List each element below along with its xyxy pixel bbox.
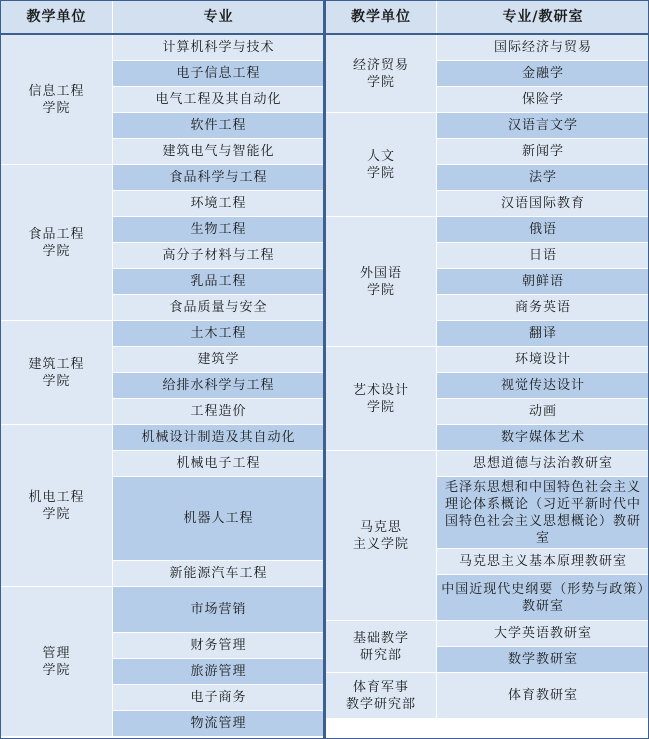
right-major-cell	[437, 647, 649, 673]
left-major-label: 食品科学与工程	[169, 170, 268, 185]
header-rule	[0, 33, 649, 35]
left-major-label: 建筑学	[197, 352, 240, 367]
left-major-label: 给排水科学与工程	[162, 378, 275, 393]
left-major-cell	[113, 477, 325, 561]
right-major-label: 日语	[528, 248, 557, 263]
right-major-cell	[437, 139, 649, 165]
left-major-cell	[113, 373, 325, 399]
right-unit-cell: 基础教学 研究部	[326, 621, 437, 673]
right-major-cell	[437, 621, 649, 647]
table-row	[326, 451, 649, 477]
right-unit-cell: 人文 学院	[326, 113, 437, 217]
right-major-label: 思想道德与法治教研室	[472, 456, 613, 471]
right-unit-cell: 艺术设计 学院	[326, 347, 437, 451]
left-major-header: 专业	[113, 1, 325, 35]
right-major-cell	[437, 217, 649, 243]
right-major-label: 马克思主义基本原理教研室	[458, 554, 627, 569]
left-major-label: 软件工程	[190, 118, 247, 133]
left-major-cell	[113, 269, 325, 295]
table-row	[326, 621, 649, 647]
table-row	[1, 165, 325, 191]
left-major-cell	[113, 87, 325, 113]
left-major-label: 土木工程	[190, 326, 247, 341]
right-major-label: 商务英语	[514, 300, 571, 315]
left-major-label: 食品质量与安全	[169, 300, 268, 315]
right-major-label: 毛泽东思想和中国特色社会主义理论体系概论（习近平新时代中国特色社会主义思想概论）教研室	[444, 479, 641, 546]
left-major-label: 生物工程	[190, 222, 247, 237]
left-major-cell	[113, 659, 325, 685]
right-unit-cell: 体育军事 教学研究部	[326, 673, 437, 719]
right-major-label: 俄语	[528, 222, 557, 237]
right-major-label: 动画	[528, 404, 557, 419]
left-major-label: 电子商务	[190, 690, 247, 705]
right-major-label: 保险学	[521, 92, 564, 107]
left-major-label: 旅游管理	[190, 664, 247, 679]
right-major-label: 中国近现代史纲要（形势与政策）教研室	[441, 581, 645, 614]
left-major-cell	[113, 61, 325, 87]
left-major-label: 高分子材料与工程	[162, 248, 275, 263]
right-major-cell	[437, 347, 649, 373]
center-divider	[323, 0, 326, 739]
left-table	[0, 0, 325, 737]
right-major-label: 新闻学	[521, 144, 564, 159]
right-major-cell	[437, 165, 649, 191]
right-major-label: 体育教研室	[507, 688, 578, 703]
left-major-label: 环境工程	[190, 196, 247, 211]
right-major-cell	[437, 673, 649, 719]
left-major-cell	[113, 561, 325, 587]
left-major-cell	[113, 347, 325, 373]
left-major-label: 财务管理	[190, 638, 247, 653]
right-major-cell	[437, 243, 649, 269]
right-major-label: 翻译	[528, 326, 557, 341]
table-row	[1, 321, 325, 347]
table-row	[326, 673, 649, 719]
right-major-label: 汉语国际教育	[500, 196, 585, 211]
right-major-cell	[437, 373, 649, 399]
right-major-header: 专业/教研室	[437, 1, 649, 35]
left-major-cell	[113, 633, 325, 659]
left-major-label: 机械设计制造及其自动化	[141, 430, 296, 445]
right-major-label: 金融学	[521, 66, 564, 81]
right-major-cell	[437, 451, 649, 477]
right-major-cell	[437, 191, 649, 217]
right-major-cell	[437, 35, 649, 61]
right-major-cell	[437, 61, 649, 87]
left-major-cell	[113, 451, 325, 477]
left-unit-cell: 信息工程 学院	[1, 35, 113, 165]
left-major-cell	[113, 35, 325, 61]
table-row	[326, 217, 649, 243]
left-major-label: 电气工程及其自动化	[155, 92, 282, 107]
left-major-cell	[113, 321, 325, 347]
right-unit-cell: 经济贸易 学院	[326, 35, 437, 113]
left-unit-cell: 建筑工程 学院	[1, 321, 113, 425]
left-major-label: 市场营销	[190, 602, 247, 617]
right-major-cell	[437, 549, 649, 575]
left-major-cell	[113, 139, 325, 165]
right-table	[325, 0, 649, 719]
right-unit-cell: 马克思 主义学院	[326, 451, 437, 621]
left-unit-header: 教学单位	[1, 1, 113, 35]
right-major-cell	[437, 321, 649, 347]
right-major-cell	[437, 575, 649, 621]
right-major-label: 汉语言文学	[507, 118, 578, 133]
left-major-cell	[113, 685, 325, 711]
table-row	[1, 425, 325, 451]
left-major-cell	[113, 587, 325, 633]
right-major-cell	[437, 269, 649, 295]
left-major-cell	[113, 399, 325, 425]
right-major-label: 朝鲜语	[521, 274, 564, 289]
left-major-cell	[113, 113, 325, 139]
table-row	[326, 113, 649, 139]
right-major-cell	[437, 477, 649, 549]
right-unit-header: 教学单位	[326, 1, 437, 35]
right-major-cell	[437, 87, 649, 113]
table-row	[326, 347, 649, 373]
right-major-label: 法学	[528, 170, 557, 185]
right-major-label: 数字媒体艺术	[500, 430, 585, 445]
right-major-label: 国际经济与贸易	[493, 40, 592, 55]
left-unit-cell: 机电工程 学院	[1, 425, 113, 587]
left-major-cell	[113, 425, 325, 451]
left-unit-cell: 管理 学院	[1, 587, 113, 737]
table-row	[1, 587, 325, 633]
left-major-label: 物流管理	[190, 716, 247, 731]
right-major-cell	[437, 425, 649, 451]
table-row	[326, 35, 649, 61]
right-major-label: 环境设计	[514, 352, 571, 367]
left-major-label: 新能源汽车工程	[169, 566, 268, 581]
right-major-cell	[437, 113, 649, 139]
left-major-label: 机械电子工程	[176, 456, 261, 471]
right-major-cell	[437, 295, 649, 321]
left-major-label: 乳品工程	[190, 274, 247, 289]
left-unit-cell: 食品工程 学院	[1, 165, 113, 321]
right-major-label: 数学教研室	[507, 652, 578, 667]
left-major-label: 工程造价	[190, 404, 247, 419]
left-major-label: 机器人工程	[183, 511, 254, 526]
left-major-label: 建筑电气与智能化	[162, 144, 275, 159]
left-major-cell	[113, 243, 325, 269]
right-unit-cell: 外国语 学院	[326, 217, 437, 347]
left-major-cell	[113, 295, 325, 321]
right-major-cell	[437, 399, 649, 425]
left-major-cell	[113, 165, 325, 191]
right-major-label: 视觉传达设计	[500, 378, 585, 393]
right-major-label: 大学英语教研室	[493, 626, 592, 641]
table-row	[1, 35, 325, 61]
left-major-cell	[113, 217, 325, 243]
left-major-label: 计算机科学与技术	[162, 40, 275, 55]
left-major-label: 电子信息工程	[176, 66, 261, 81]
left-major-cell	[113, 191, 325, 217]
left-major-cell	[113, 711, 325, 737]
